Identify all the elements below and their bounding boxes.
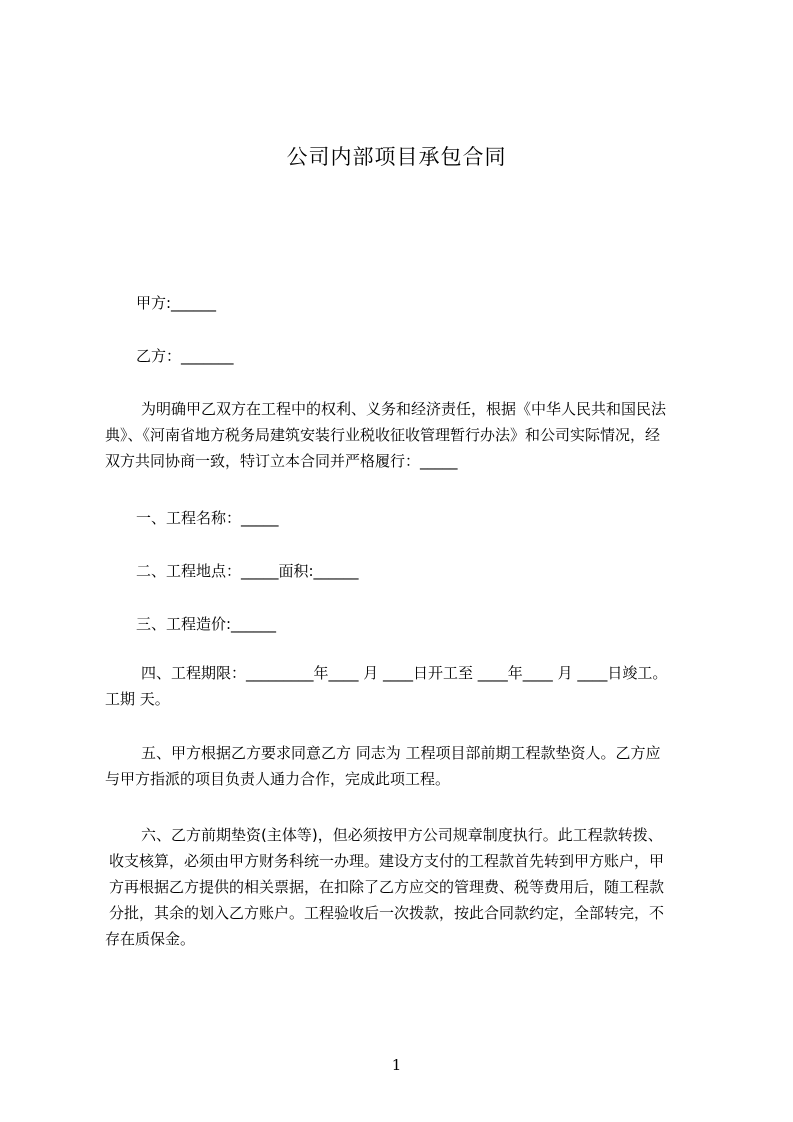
clause-line: 六、乙方前期垫资(主体等)，但必须按甲方公司规章制度执行。此工程款转拨、 xyxy=(141,826,663,844)
clause-line: 收支核算，必须由甲方财务科统一办理。建设方支付的工程款首先转到甲方账户，甲 xyxy=(109,852,665,870)
party-b-line: 乙方：_______ xyxy=(136,347,234,365)
clause-project-location: 二、工程地点：_____面积:______ xyxy=(136,562,359,580)
clause-line: 与甲方指派的项目负责人通力合作，完成此项工程。 xyxy=(105,770,451,788)
party-a-line: 甲方:______ xyxy=(136,294,217,312)
clause-line: 存在质保金。 xyxy=(105,930,196,948)
clause-project-name: 一、工程名称：_____ xyxy=(136,509,279,527)
preamble-line: 为明确甲乙双方在工程中的权利、义务和经济责任，根据《中华人民共和国民法 xyxy=(141,400,667,418)
clause-line: 分批，其余的划入乙方账户。工程验收后一次拨款，按此合同款约定，全部转完，不 xyxy=(109,904,665,922)
clause-project-cost: 三、工程造价:______ xyxy=(136,615,277,633)
clause-line: 工期 天。 xyxy=(105,690,170,708)
clause-project-period xyxy=(105,660,725,712)
clause-line: 四、工程期限：_________年____ 月 ____日开工至 ____年____ 月 ____日竣工。 xyxy=(141,664,668,682)
preamble-paragraph xyxy=(105,396,725,474)
clause-line: 方再根据乙方提供的相关票据，在扣除了乙方应交的管理费、税等费用后，随工程款 xyxy=(109,878,665,896)
preamble-line: 典》、《河南省地方税务局建筑安装行业税收征收管理暂行办法》和公司实际情况，经 xyxy=(105,426,661,444)
document-title: 公司内部项目承包合同 xyxy=(286,145,507,169)
clause-line: 五、甲方根据乙方要求同意乙方 同志为 工程项目部前期工程款垫资人。乙方应 xyxy=(141,744,661,762)
clause-advance-funding xyxy=(105,822,725,952)
preamble-line: 双方共同协商一致，特订立本合同并严格履行：_____ xyxy=(105,452,458,470)
clause-advance-payer xyxy=(105,740,725,792)
page-number: 1 xyxy=(391,1056,402,1074)
